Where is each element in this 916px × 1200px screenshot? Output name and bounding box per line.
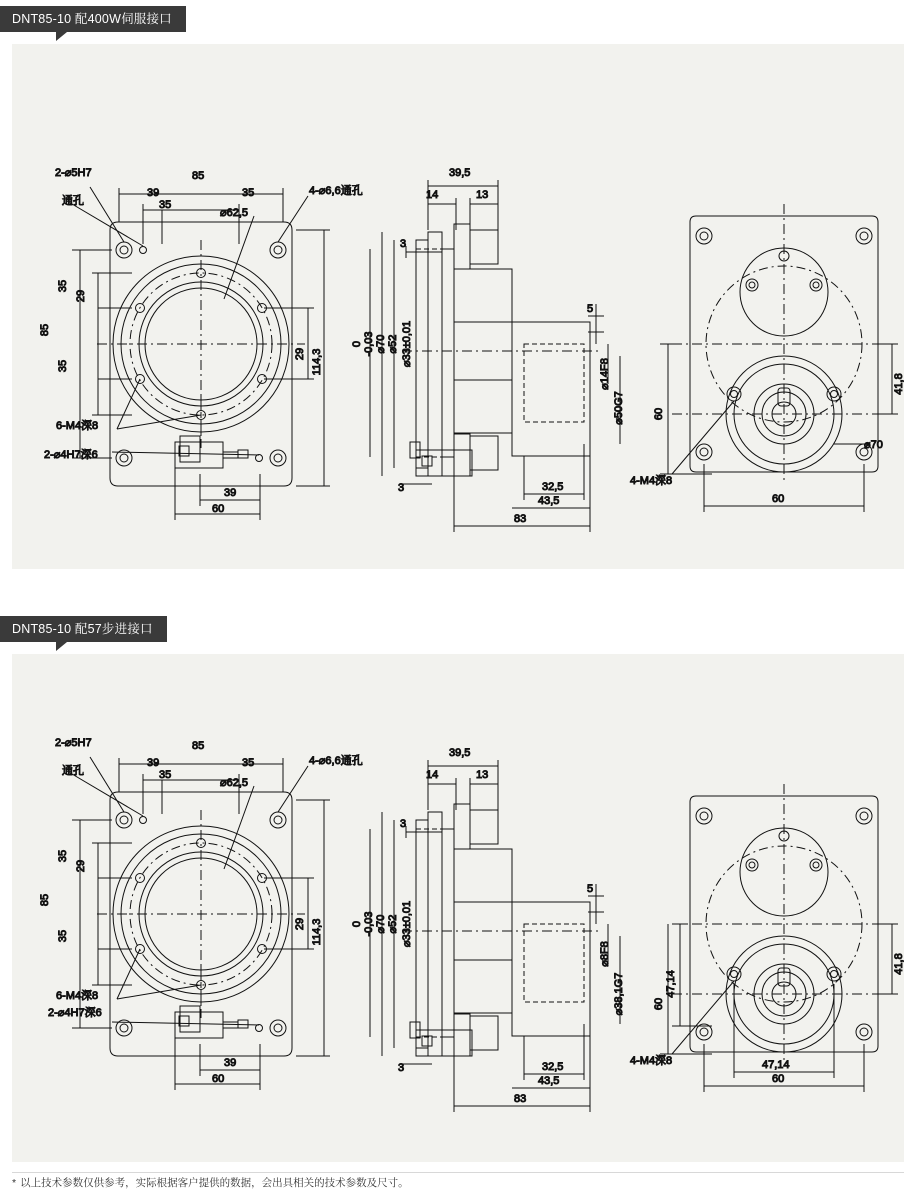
rear-4m4: 4-M4深8 <box>630 475 673 487</box>
rear-dim-60-left: 60 <box>653 407 665 421</box>
tol-003: -0,03 <box>363 331 375 357</box>
dia2-52: ⌀52 <box>387 914 399 934</box>
label2-4x66: 4-⌀6,6通孔 <box>309 755 363 767</box>
label2-2x5h7: 2-⌀5H7 <box>55 737 92 749</box>
technical-drawing-stepper <box>12 654 904 1162</box>
dim-35-left-b: 35 <box>57 359 69 373</box>
dim2-1143-right: 114,3 <box>311 918 323 946</box>
dim-35-top-a: 35 <box>242 187 255 199</box>
dim2-13: 13 <box>476 769 489 781</box>
rear2-dim-60-bottom: 60 <box>772 1073 785 1085</box>
dim2-85-left: 85 <box>39 893 51 907</box>
dim-39-bottom: 39 <box>224 487 237 499</box>
rear-dim-60-bottom: 60 <box>772 493 785 505</box>
dim-3-top: 3 <box>400 238 407 250</box>
dim2-435: 43,5 <box>538 1075 560 1087</box>
rear2-dim-4714-bottom: 47,14 <box>762 1059 790 1071</box>
dim2-3-top: 3 <box>400 818 407 830</box>
dim2-35-top-a: 35 <box>242 757 255 769</box>
front-view-stepper <box>72 757 330 1090</box>
dia-70: ⌀70 <box>375 334 387 354</box>
rear2-dim-4714-left: 47,14 <box>665 970 677 998</box>
dim2-60-bottom: 60 <box>212 1073 225 1085</box>
dim2-39-top: 39 <box>147 757 160 769</box>
dim-39-top: 39 <box>147 187 160 199</box>
header-notch <box>56 32 67 41</box>
dim2-395: 39,5 <box>449 747 471 759</box>
dia-50g7: ⌀50G7 <box>613 391 625 425</box>
footnote <box>12 1175 409 1190</box>
dim-325: 32,5 <box>542 481 564 493</box>
dia2-381g7: ⌀38,1G7 <box>613 972 625 1016</box>
dim-85-left: 85 <box>39 323 51 337</box>
section-header-servo <box>0 6 186 32</box>
dim-5: 5 <box>587 303 594 315</box>
dim2-325: 32,5 <box>542 1061 564 1073</box>
dim-35-top-b: 35 <box>159 199 172 211</box>
dim-83: 83 <box>514 513 527 525</box>
dia-33: ⌀33±0,01 <box>401 320 413 368</box>
rear-view-servo <box>660 204 898 512</box>
rear-view-stepper <box>660 784 898 1092</box>
label-2x4h7: 2-⌀4H7深6 <box>44 449 98 461</box>
dim2-29-left: 29 <box>75 859 87 873</box>
label-2x5h7: 2-⌀5H7 <box>55 167 92 179</box>
dim2-35-top-b: 35 <box>159 769 172 781</box>
drawing-panel-servo <box>12 44 904 569</box>
dia2-70: ⌀70 <box>375 914 387 934</box>
dim-14: 14 <box>426 189 439 201</box>
rear2-dim-418: 41,8 <box>893 953 904 975</box>
dim-85-top: 85 <box>192 170 205 182</box>
dim2-14: 14 <box>426 769 439 781</box>
dim2-29-right: 29 <box>294 917 306 931</box>
dim2-35-left-b: 35 <box>57 929 69 943</box>
dim-29-right: 29 <box>294 347 306 361</box>
footnote-marker: * <box>12 1177 17 1189</box>
dim-435: 43,5 <box>538 495 560 507</box>
dia2-33: ⌀33±0,01 <box>401 900 413 948</box>
dia2-625: ⌀62,5 <box>220 777 249 789</box>
dim-29-left: 29 <box>75 289 87 303</box>
label2-2x4h7: 2-⌀4H7深6 <box>48 1007 102 1019</box>
drawing-panel-stepper <box>12 654 904 1162</box>
section-title-servo: DNT85-10 配400W伺服接口 <box>12 12 172 26</box>
dim2-3-bottom: 3 <box>398 1062 405 1074</box>
dim2-39-bottom: 39 <box>224 1057 237 1069</box>
section-title-stepper: DNT85-10 配57步进接口 <box>12 622 153 636</box>
rear2-4m4: 4-M4深8 <box>630 1055 673 1067</box>
tol2-003: -0,03 <box>363 911 375 937</box>
section-header-stepper <box>0 616 167 642</box>
dim-60-bottom: 60 <box>212 503 225 515</box>
dia-14f8: ⌀14F8 <box>599 358 611 390</box>
front-view-servo <box>72 187 330 520</box>
tol-0: 0 <box>351 340 363 348</box>
header-notch-2 <box>56 642 67 651</box>
technical-drawing-servo <box>12 44 904 569</box>
tol2-0: 0 <box>351 920 363 928</box>
dim2-35-left-a: 35 <box>57 849 69 863</box>
rear-dia-70: ⌀70 <box>864 439 883 451</box>
footnote-text: 以上技术参数仅供参考，实际根据客户提供的数据，会出具相关的技术参数及尺寸。 <box>20 1177 409 1189</box>
dia-52: ⌀52 <box>387 334 399 354</box>
rear2-dim-60-left: 60 <box>653 997 665 1011</box>
dim-3-bottom: 3 <box>398 482 405 494</box>
dim-35-left-a: 35 <box>57 279 69 293</box>
label2-through-hole: 通孔 <box>62 765 84 777</box>
label-through-hole: 通孔 <box>62 195 84 207</box>
rear-dim-418: 41,8 <box>893 373 904 395</box>
dia-625: ⌀62,5 <box>220 207 249 219</box>
dim-13: 13 <box>476 189 489 201</box>
dim2-83: 83 <box>514 1093 527 1105</box>
dim2-85-top: 85 <box>192 740 205 752</box>
label-4x66: 4-⌀6,6通孔 <box>309 185 363 197</box>
footer-divider <box>12 1172 904 1173</box>
label-6m4: 6-M4深8 <box>56 420 99 432</box>
dia2-8f8: ⌀8F8 <box>599 941 611 967</box>
dim-1143-right: 114,3 <box>311 348 323 376</box>
dim-395: 39,5 <box>449 167 471 179</box>
dim2-5: 5 <box>587 883 594 895</box>
label2-6m4: 6-M4深8 <box>56 990 99 1002</box>
